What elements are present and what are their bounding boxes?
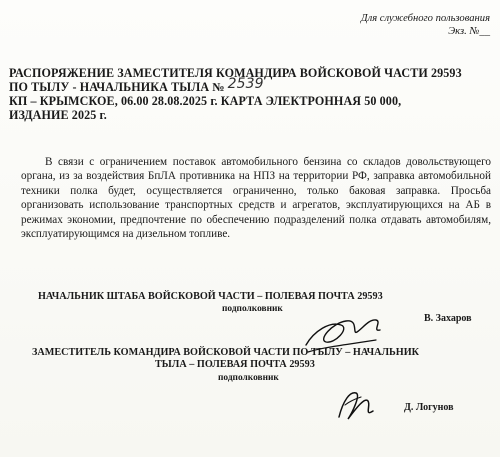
- signature-block-deputy-commander: [32, 347, 419, 371]
- signatory-position-continuation: ТЫЛА – ПОЛЕВАЯ ПОЧТА 29593: [155, 359, 315, 370]
- signatory-rank: подполковник: [222, 304, 283, 314]
- order-number: 2539: [227, 76, 264, 92]
- signatory-rank: подполковник: [218, 373, 279, 383]
- title-line: РАСПОРЯЖЕНИЕ ЗАМЕСТИТЕЛЯ КОМАНДИРА ВОЙСКОВОЙ ЧАСТИ 29593: [9, 66, 462, 80]
- classification-label: Для служебного пользования: [360, 13, 490, 24]
- title-line: ПО ТЫЛУ - НАЧАЛЬНИКА ТЫЛА №: [9, 80, 225, 94]
- signatory-position: НАЧАЛЬНИК ШТАБА ВОЙСКОВОЙ ЧАСТИ – ПОЛЕВАЯ ПОЧТА 29593: [38, 291, 383, 302]
- signatory-name: Д. Логунов: [404, 402, 454, 413]
- document-title: [9, 66, 489, 122]
- signature-block-chief-of-staff: [38, 291, 383, 303]
- title-line: КП – КРЫМСКОЕ, 06.00 28.08.2025 г. КАРТА ЭЛЕКТРОННАЯ 50 000,: [9, 94, 402, 108]
- signatory-position: ЗАМЕСТИТЕЛЬ КОМАНДИРА ВОЙСКОВОЙ ЧАСТИ ПО ТЫЛУ – НАЧАЛЬНИК: [32, 347, 420, 358]
- copy-number: Экз. №__: [448, 26, 490, 37]
- classification-mark: [361, 12, 490, 38]
- order-body: В связи с ограничением поставок автомобильного бензина со складов довольствующего органа, из за воздействия БпЛА противника на НПЗ на территории РФ, заправка автомобильной техники полка будет, осуществляется ограниченно, только баковая заправка. Просьба организовать использование транспортных средств и агрегатов, эксплуатирующихся на АБ в режимах экономии, предпочтение по обеспечению подразделений полка отдавать автомобилям, эксплуатирующимся на дизельном топливе.: [21, 156, 491, 241]
- signature-logunov: [330, 383, 382, 428]
- title-line: ИЗДАНИЕ 2025 г.: [9, 108, 107, 122]
- signatory-name: В. Захаров: [424, 313, 472, 324]
- title-line-with-number: [9, 76, 489, 94]
